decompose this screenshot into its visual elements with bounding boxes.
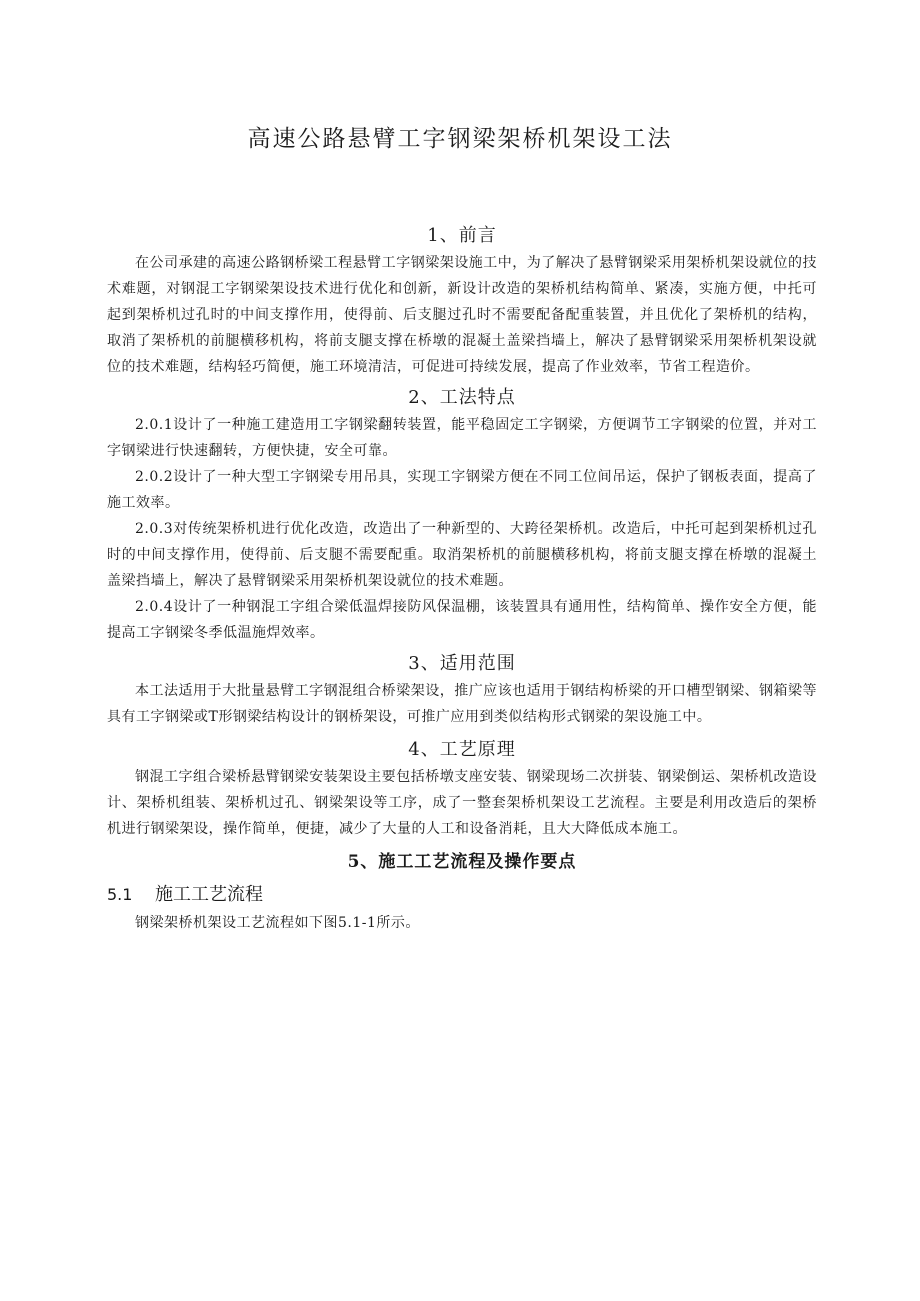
- document-body: [107, 222, 817, 936]
- subsection-number: 5.1: [107, 885, 133, 904]
- subsection-title: 施工工艺流程: [155, 884, 263, 905]
- section-heading: 1、前言: [427, 225, 497, 246]
- paragraph: 钢混工字组合梁桥悬臂钢梁安装架设主要包括桥墩支座安装、钢梁现场二次拼装、钢梁倒运、架桥机改造设计、架桥机组装、架桥机过孔、钢梁架设等工序，成了一整套架桥机架设工艺流程。主要是利用改造后的架桥机进行钢梁架设，操作简单，便捷，减少了大量的人工和设备消耗，且大大降低成本施工。: [107, 769, 817, 837]
- paragraph: 钢梁架桥机架设工艺流程如下图5.1-1所示。: [135, 915, 420, 931]
- document-title: 高速公路悬臂工字钢梁架桥机架设工法: [247, 126, 673, 152]
- subsection-process-flow: [107, 880, 817, 936]
- paragraph: 本工法适用于大批量悬臂工字钢混组合桥梁架设，推广应该也适用于钢结构桥梁的开口槽型钢梁、钢箱梁等具有工字钢梁或T形钢梁结构设计的钢桥架设，可推广应用到类似结构形式钢梁的架设施工中。: [107, 683, 817, 725]
- section-process: [107, 848, 817, 876]
- section-preface: [107, 222, 817, 380]
- subsection-heading: [107, 880, 817, 910]
- paragraph: 2.0.1设计了一种施工建造用工字钢梁翻转装置，能平稳固定工字钢梁，方便调节工字钢梁的位置，并对工字钢梁进行快速翻转，方便快捷，安全可靠。: [107, 417, 817, 459]
- section-principle: [107, 736, 817, 842]
- section-scope: [107, 650, 817, 730]
- section-features: [107, 384, 817, 646]
- section-heading: 3、适用范围: [408, 653, 516, 674]
- paragraph: 在公司承建的高速公路钢桥梁工程悬臂工字钢梁架设施工中，为了解决了悬臂钢梁采用架桥机架设就位的技术难题，对钢混工字钢梁架设技术进行优化和创新，新设计改造的架桥机结构简单、紧凑，实施方便，中托可起到架桥机过孔时的中间支撑作用，使得前、后支腿过孔时不需要配备配重装置，并且优化了架桥机的结构，取消了架桥机的前腿横移机构，将前支腿支撑在桥墩的混凝土盖梁挡墙上，解决了悬臂钢梁采用架桥机架设就位的技术难题，结构轻巧简便，施工环境清洁，可促进可持续发展，提高了作业效率，节省工程造价。: [107, 255, 817, 375]
- section-heading: 5、施工工艺流程及操作要点: [347, 852, 577, 872]
- section-heading: 4、工艺原理: [408, 739, 516, 760]
- section-heading: 2、工法特点: [408, 387, 516, 408]
- paragraph: 2.0.4设计了一种钢混工字组合梁低温焊接防风保温棚，该装置具有通用性，结构简单、操作安全方便，能提高工字钢梁冬季低温施焊效率。: [107, 599, 817, 641]
- paragraph: 2.0.2设计了一种大型工字钢梁专用吊具，实现工字钢梁方便在不同工位间吊运，保护了钢板表面，提高了施工效率。: [107, 469, 817, 511]
- paragraph: 2.0.3对传统架桥机进行优化改造，改造出了一种新型的、大跨径架桥机。改造后，中托可起到架桥机过孔时的中间支撑作用，使得前、后支腿不需要配重。取消架桥机的前腿横移机构，将前支腿支撑在桥墩的混凝土盖梁挡墙上，解决了悬臂钢梁采用架桥机架设就位的技术难题。: [107, 521, 817, 589]
